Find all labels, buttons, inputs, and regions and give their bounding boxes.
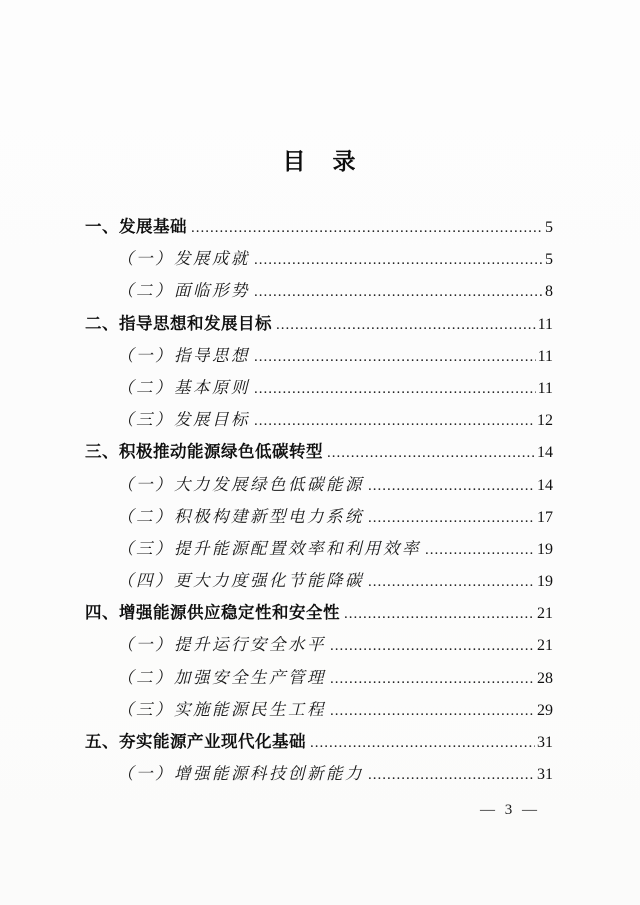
toc-entry-label: （一）指导思想 [117,345,250,365]
toc-entry-label: 四、增强能源供应稳定性和安全性 [85,604,340,623]
toc-leader-dots [330,630,535,662]
toc-entry-label: （一）提升运行安全水平 [117,635,326,655]
toc-page-number: 17 [537,508,553,526]
toc-entry [85,533,553,565]
toc-entry [85,629,553,661]
toc-leader-dots [344,598,535,630]
toc-page-number: 5 [545,219,553,236]
toc-entry-label: （一）增强能源科技创新能力 [117,764,364,784]
toc-page-number: 31 [537,766,553,784]
toc-list [85,211,553,790]
toc-page-number: 28 [537,669,553,687]
toc-entry [85,565,553,597]
toc-entry [85,211,553,243]
toc-page-number: 5 [545,251,553,269]
toc-leader-dots [310,727,535,759]
toc-leader-dots [368,470,535,502]
toc-leader-dots [330,695,535,727]
toc-entry-label: （一）发展成就 [117,249,250,269]
toc-entry [85,404,553,436]
toc-page-number: 11 [537,347,553,365]
toc-entry-label: （二）基本原则 [117,377,250,397]
toc-entry [85,726,553,758]
toc-entry-label: （二）面临形势 [117,281,250,301]
toc-entry [85,308,553,340]
toc-leader-dots [276,309,536,341]
toc-page-number: 19 [537,573,553,591]
toc-entry [85,275,553,307]
toc-page-number: 8 [545,283,553,301]
toc-entry-label: 五、夯实能源产业现代化基础 [85,733,306,751]
toc-page-number: 11 [537,315,553,333]
page-number-footer: — 3 — [480,802,540,818]
toc-leader-dots [425,534,535,566]
toc-leader-dots [368,566,535,598]
toc-entry [85,469,553,501]
toc-page-number: 12 [537,412,553,430]
toc-leader-dots [191,212,543,244]
toc-page-number: 14 [537,444,553,462]
toc-entry [85,597,553,629]
toc-leader-dots [254,244,543,276]
toc-entry [85,340,553,372]
page-title: 目 录 [282,149,358,174]
toc-leader-dots [254,341,536,373]
toc-entry [85,243,553,275]
toc-page-number: 21 [537,605,553,623]
toc-entry [85,758,553,790]
toc-leader-dots [254,276,543,308]
toc-leader-dots [330,663,535,695]
toc-page-number: 14 [537,476,553,494]
toc-page-number: 31 [537,734,553,751]
toc-entry [85,501,553,533]
toc-entry [85,694,553,726]
toc-page-number: 19 [537,540,553,558]
toc-entry [85,662,553,694]
toc-leader-dots [368,502,535,534]
toc-entry-label: 三、积极推动能源绿色低碳转型 [85,443,323,462]
toc-leader-dots [254,405,535,437]
toc-entry-label: （二）积极构建新型电力系统 [117,506,364,526]
toc-entry-label: （一）大力发展绿色低碳能源 [117,474,364,494]
toc-leader-dots [254,373,536,405]
toc-entry-label: （三）发展目标 [117,410,250,430]
toc-entry-label: （四）更大力度强化节能降碳 [117,571,364,591]
toc-page-number: 29 [537,701,553,719]
toc-entry [85,436,553,468]
toc-entry-label: 二、指导思想和发展目标 [85,314,272,333]
toc-entry-label: 一、发展基础 [85,218,187,236]
toc-entry-label: （三）实施能源民生工程 [117,699,326,719]
toc-page-number: 21 [537,637,553,655]
toc-entry-label: （三）提升能源配置效率和利用效率 [117,538,421,558]
toc-leader-dots [327,437,535,469]
toc-page-number: 11 [537,379,553,397]
toc-entry [85,372,553,404]
toc-leader-dots [368,759,535,791]
toc-entry-label: （二）加强安全生产管理 [117,667,326,687]
